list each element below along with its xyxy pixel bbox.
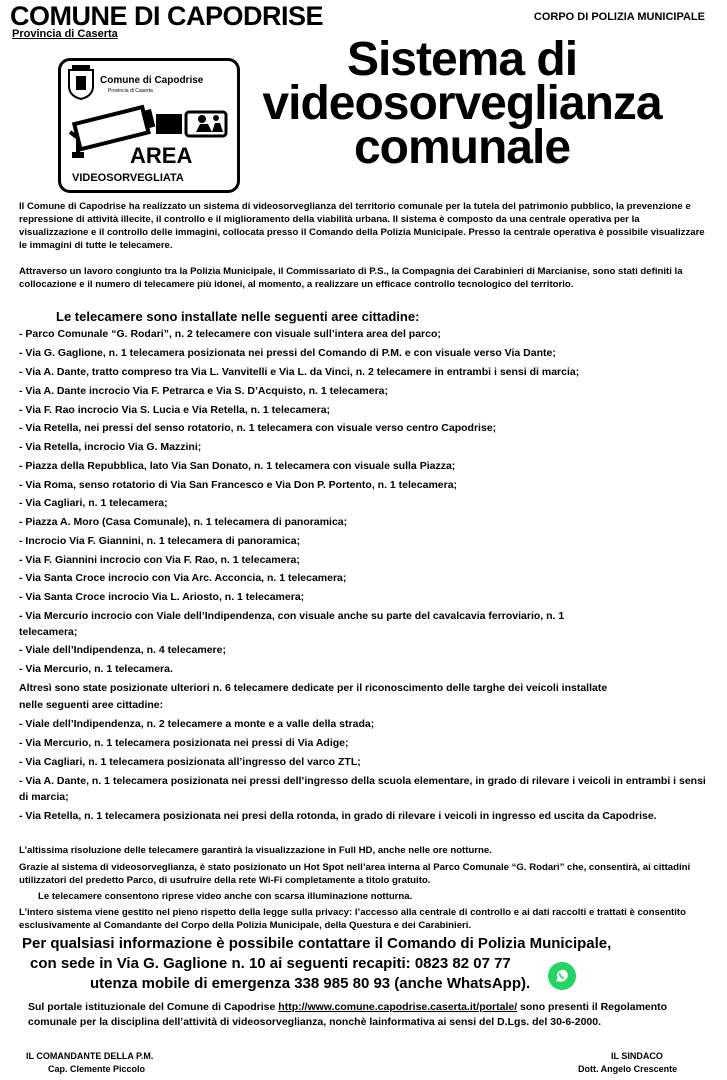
municipality-name: COMUNE DI CAPODRISE [10, 1, 324, 31]
portal-text: Sul portale istituzionale del Comune di Capodrise [28, 1001, 279, 1013]
intro-paragraph: Attraverso un lavoro congiunto tra la Polizia Municipale, il Commissariato di P.S., la Compagnia dei Carabinieri di Marcianise, sono stati definiti la collocazione e il numero di telecamere più idonei, al momento, a realizzare un efficace controllo tecnologico del territorio. [19, 266, 683, 290]
portal-link[interactable]: http://www.comune.capodrise.caserta.it/portale/ [278, 1001, 518, 1013]
province-name: Provincia di Caserta [12, 28, 118, 40]
note-paragraph: Grazie al sistema di videosorveglianza, è stato posizionato un Hot Spot nell’area interna al Parco Comunale “G. Rodari” che, consentirà, ai cittadini utilizzatori del predetto Parco, di usufruire della rete Wi-Fi completamente a titolo gratuito. [19, 862, 691, 886]
list-item: - Via Retella, nei pressi del senso rotatorio, n. 1 telecamera con visuale verso centro Capodrise; [19, 422, 497, 434]
signature-right-title: IL SINDACO [611, 1051, 663, 1061]
note-paragraph: L’altissima risoluzione delle telecamere garantirà la visualizzazione in Full HD, anche nelle ore notturne. [19, 845, 492, 856]
police-corps-name: CORPO DI POLIZIA MUNICIPALE [533, 11, 705, 23]
sign-videosurveillance-label: VIDEOSORVEGLIATA [72, 172, 184, 184]
cameras-heading: Le telecamere sono installate nelle seguenti aree cittadine: [56, 309, 420, 324]
plates-intro: nelle seguenti aree cittadine: [19, 699, 164, 711]
list-item: telecamera; [19, 626, 78, 638]
plates-intro: Altresì sono state posizionate ulteriori n. 6 telecamere dedicate per il riconoscimento delle targhe dei veicoli installate [19, 682, 608, 694]
signature-left-name: Cap. Clemente Piccolo [48, 1064, 146, 1074]
contact-line: con sede in Via G. Gaglione n. 10 ai seguenti recapiti: 0823 82 07 77 [30, 955, 511, 972]
note-paragraph: L’intero sistema viene gestito nel pieno rispetto della legge sulla privacy: l’accesso alla centrale di controllo e ai dati raccolti e trattati è consentito esclusivamente al Comandante del Corpo della Polizia Municipale, della Questura e dei Carabinieri. [19, 907, 686, 931]
list-item: - Via Cagliari, n. 1 telecamera posizionata all’ingresso del varco ZTL; [19, 756, 361, 768]
title-line: videosorveglianza [262, 77, 662, 130]
list-item: - Via Santa Croce incrocio Via L. Ariosto, n. 1 telecamera; [19, 591, 305, 603]
list-item: - Via Roma, senso rotatorio di Via San Francesco e Via Don P. Portento, n. 1 telecamera; [19, 479, 458, 491]
list-item: - Via A. Dante, n. 1 telecamera posizionata nei pressi dell’ingresso della scuola elementare, in grado di rilevare i veicoli in entrambi i sensi di marcia; [19, 775, 706, 803]
list-item: - Via Retella, n. 1 telecamera posizionata nei presi della rotonda, in grado di rilevare i veicoli in ingresso ed uscita da Capodrise. [19, 810, 657, 822]
list-item: - Via Cagliari, n. 1 telecamera; [19, 497, 168, 509]
list-item: - Via Mercurio, n. 1 telecamera posizionata nei pressi di Via Adige; [19, 737, 349, 749]
list-item: - Piazza della Repubblica, lato Via San Donato, n. 1 telecamera con visuale sulla Piazza; [19, 460, 456, 472]
list-item: - Via Mercurio incrocio con Viale dell’Indipendenza, con visuale anche su parte del cavalcavia ferroviario, n. 1 [19, 610, 565, 622]
sign-area-label: AREA [130, 143, 193, 168]
page-title [222, 33, 702, 174]
coat-of-arms-icon [66, 64, 96, 100]
list-item: - Viale dell’Indipendenza, n. 2 telecamere a monte e a valle della strada; [19, 718, 375, 730]
title-line: Sistema di [346, 33, 578, 86]
list-item: - Incrocio Via F. Giannini, n. 1 telecamera di panoramica; [19, 535, 301, 547]
whatsapp-icon [548, 962, 576, 990]
list-item: - Via Santa Croce incrocio con Via Arc. Acconcia, n. 1 telecamera; [19, 572, 347, 584]
signature-right-name: Dott. Angelo Crescente [578, 1064, 678, 1074]
intro-paragraph: Il Comune di Capodrise ha realizzato un sistema di videosorveglianza del territorio comunale per la tutela del patrimonio pubblico, la prevenzione e repressione di attività illecite, il controllo e il miglioramento della viabilità urbana. Il sistema è composto da una centrale operativa per la visualizzazione e il controllo delle immagini, collocata presso il Comando della Polizia Municipale. Presso la centrale operativa è possibile visualizzare le immagini di tutte le telecamere. [19, 201, 705, 251]
contact-line: Per qualsiasi informazione è possibile contattare il Comando di Polizia Municipale, [22, 935, 612, 952]
note-paragraph: Le telecamere consentono riprese video anche con scarsa illuminazione notturna. [38, 891, 413, 902]
list-item: - Via F. Rao incrocio Via S. Lucia e Via Retella, n. 1 telecamera; [19, 404, 331, 416]
list-item: - Via G. Gaglione, n. 1 telecamera posizionata nei pressi del Comando di P.M. e con visuale verso Via Dante; [19, 347, 556, 359]
sign-municipality: Comune di Capodrise [100, 75, 204, 86]
list-item: - Via Mercurio, n. 1 telecamera. [19, 663, 173, 675]
portal-text: sono presenti il Regolamento comunale per la disciplina dell’attività di videosorveglianza, nonchè lainformativa ai sensi del D.Lgs. del 30-6-2000. [28, 1001, 668, 1028]
list-item: - Piazza A. Moro (Casa Comunale), n. 1 telecamera di panoramica; [19, 516, 348, 528]
list-item: - Viale dell’Indipendenza, n. 4 telecamere; [19, 644, 226, 656]
contact-line: utenza mobile di emergenza 338 985 80 93 (anche WhatsApp). [90, 975, 531, 992]
sign-province: Provincia di Caserta [108, 88, 153, 94]
list-item: - Via Retella, incrocio Via G. Mazzini; [19, 441, 202, 453]
list-item: - Via A. Dante incrocio Via F. Petrarca e Via S. D’Acquisto, n. 1 telecamera; [19, 385, 389, 397]
signature-left-title: IL COMANDANTE DELLA P.M. [26, 1051, 154, 1061]
list-item: - Via F. Giannini incrocio con Via F. Rao, n. 1 telecamera; [19, 554, 300, 566]
title-line: comunale [353, 121, 571, 174]
portal-paragraph [28, 1000, 708, 1030]
list-item: - Via A. Dante, tratto compreso tra Via L. Vanvitelli e Via L. da Vinci, n. 2 telecamere in entrambi i sensi di marcia; [19, 366, 580, 378]
list-item: - Parco Comunale “G. Rodari”, n. 2 telecamere con visuale sull’intera area del parco; [19, 328, 441, 340]
